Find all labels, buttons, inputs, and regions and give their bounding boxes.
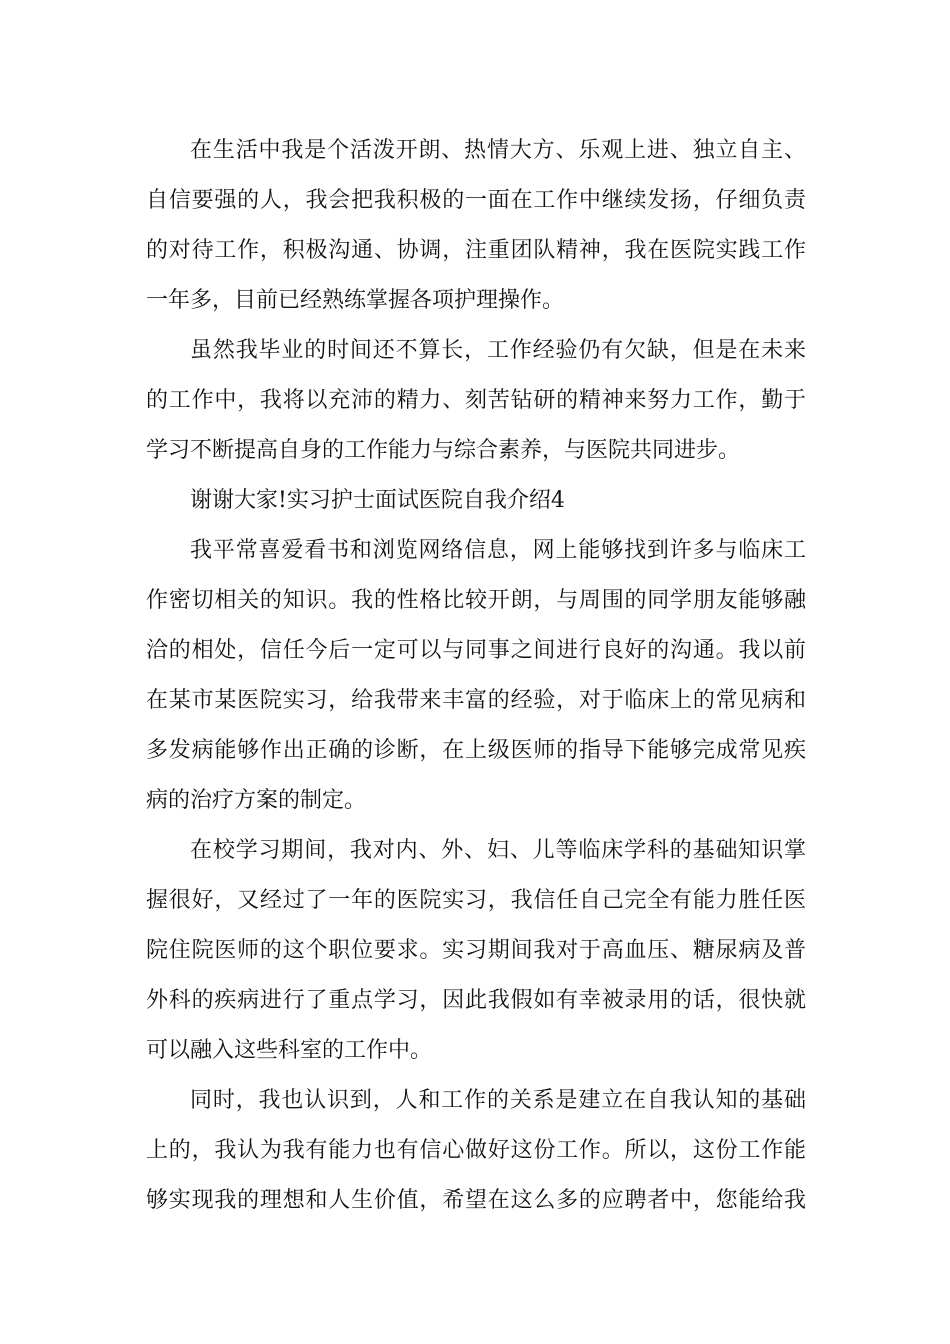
paragraph-5-line-1: 同时，我也认识到，人和工作的关系是建立在自我认知的基础 [190,1088,806,1113]
paragraph-3-line-6: 病的治疗方案的制定。 [146,788,367,813]
paragraph-4-line-2: 握很好，又经过了一年的医院实习，我信任自己完全有能力胜任医 [146,888,806,913]
paragraph-3-line-5: 多发病能够作出正确的诊断，在上级医师的指导下能够完成常见疾 [146,738,806,763]
paragraph-2-line-3: 学习不断提高自身的工作能力与综合素养，与医院共同进步。 [146,438,741,463]
paragraph-4-line-5: 可以融入这些科室的工作中。 [146,1038,433,1063]
paragraph-3-line-4: 在某市某医院实习，给我带来丰富的经验，对于临床上的常见病和 [146,688,806,713]
paragraph-2-line-2: 的工作中，我将以充沛的精力、刻苦钻研的精神来努力工作，勤于 [146,388,806,413]
paragraph-4-line-3: 院住院医师的这个职位要求。实习期间我对于高血压、糖尿病及普 [146,938,806,963]
paragraph-4-line-1: 在校学习期间，我对内、外、妇、儿等临床学科的基础知识掌 [190,838,806,863]
paragraph-1-line-4: 一年多，目前已经熟练掌握各项护理操作。 [146,288,565,313]
section-heading: 谢谢大家!实习护士面试医院自我介绍4 [190,488,565,513]
paragraph-4-line-4: 外科的疾病进行了重点学习，因此我假如有幸被录用的话，很快就 [146,988,806,1013]
paragraph-5-line-3: 够实现我的理想和人生价值，希望在这么多的应聘者中，您能给我 [146,1188,806,1213]
paragraph-1-line-3: 的对待工作，积极沟通、协调，注重团队精神，我在医院实践工作 [146,238,806,263]
paragraph-3-line-1: 我平常喜爱看书和浏览网络信息，网上能够找到许多与临床工 [190,538,806,563]
paragraph-1-line-2: 自信要强的人，我会把我积极的一面在工作中继续发扬，仔细负责 [146,188,806,213]
paragraph-1-line-1: 在生活中我是个活泼开朗、热情大方、乐观上进、独立自主、 [190,138,806,163]
paragraph-3-line-2: 作密切相关的知识。我的性格比较开朗，与周围的同学朋友能够融 [146,588,806,613]
paragraph-5-line-2: 上的，我认为我有能力也有信心做好这份工作。所以，这份工作能 [146,1138,806,1163]
paragraph-2-line-1: 虽然我毕业的时间还不算长，工作经验仍有欠缺，但是在未来 [190,338,806,363]
paragraph-3-line-3: 洽的相处，信任今后一定可以与同事之间进行良好的沟通。我以前 [146,638,806,663]
